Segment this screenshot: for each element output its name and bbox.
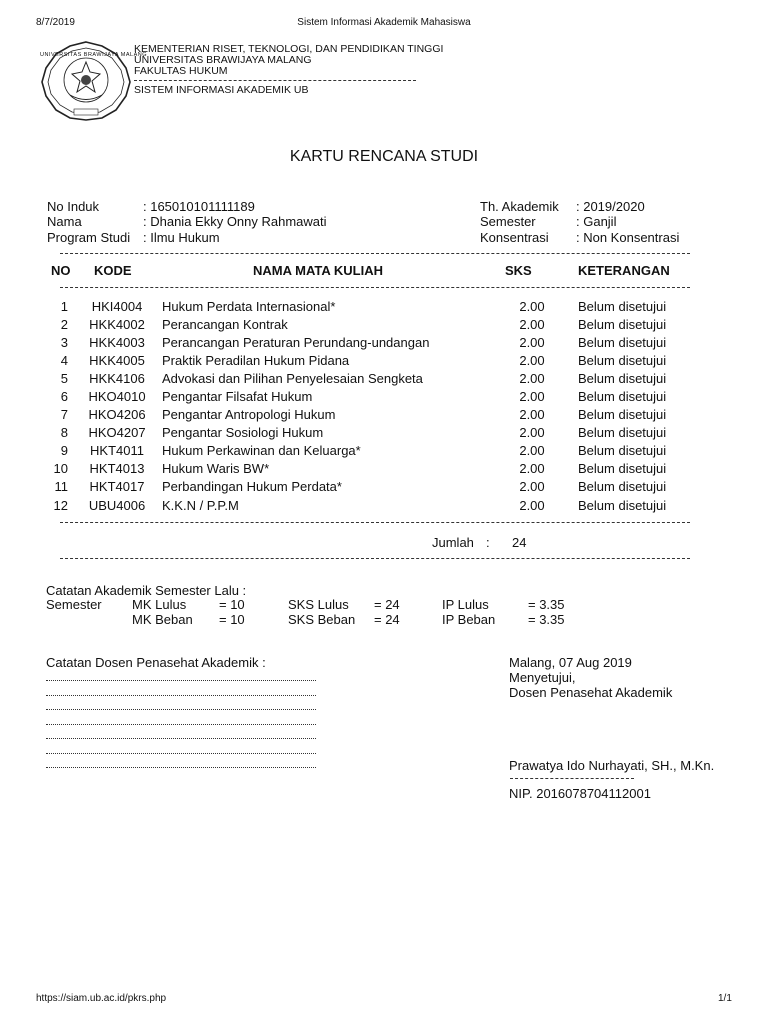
table-row [40, 424, 666, 442]
mk-beban-value: = 10 [219, 612, 245, 627]
note-line [46, 767, 316, 768]
nama-label: Nama [47, 214, 82, 229]
no-induk-label: No Induk [47, 199, 100, 214]
catatan-dosen-title: Catatan Dosen Penasehat Akademik : [46, 655, 266, 670]
table-row [40, 297, 666, 315]
note-line [46, 753, 316, 754]
page-title: KARTU RENCANA STUDI [289, 148, 479, 165]
course-status: Belum disetujui [578, 443, 667, 459]
row-number: 6 [60, 389, 68, 405]
mk-lulus-value: = 10 [219, 597, 245, 612]
course-status: Belum disetujui [578, 497, 667, 513]
course-status: Belum disetujui [578, 370, 667, 386]
signature-nip: NIP. 2016078704112001 [509, 786, 651, 801]
header-keterangan: KETERANGAN [578, 263, 670, 278]
signature-approved: Menyetujui, [509, 670, 576, 685]
course-code: HKO4010 [88, 389, 146, 405]
course-status: Belum disetujui [578, 334, 667, 350]
note-line [46, 680, 316, 681]
course-name: Perancangan Kontrak [162, 316, 288, 332]
ip-lulus-label: IP Lulus [442, 597, 489, 612]
nama-value: : Dhania Ekky Onny Rahmawati [143, 214, 327, 229]
table-row [40, 496, 666, 514]
row-number: 7 [60, 407, 68, 423]
row-number: 8 [60, 425, 68, 441]
jumlah-label: Jumlah [432, 535, 474, 550]
table-row [40, 442, 666, 460]
note-line [46, 738, 316, 739]
sks-beban-value: = 24 [374, 612, 400, 627]
sks-lulus-label: SKS Lulus [288, 597, 349, 612]
row-number: 2 [60, 316, 68, 332]
course-status: Belum disetujui [578, 407, 667, 423]
signature-place-date: Malang, 07 Aug 2019 [509, 655, 632, 670]
course-sks: 2.00 [519, 389, 545, 405]
institution-divider [134, 80, 416, 81]
course-code: HKK4005 [89, 352, 145, 368]
course-sks: 2.00 [519, 425, 545, 441]
divider [60, 558, 690, 559]
table-row [40, 460, 666, 478]
course-sks: 2.00 [519, 497, 545, 513]
course-sks: 2.00 [519, 479, 545, 495]
table-row [40, 369, 666, 387]
ip-beban-value: = 3.35 [528, 612, 565, 627]
institution-faculty: FAKULTAS HUKUM [134, 65, 228, 77]
note-line [46, 709, 316, 710]
seal-text: UNIVERSITAS BRAWIJAYA MALANG [40, 52, 148, 58]
row-number: 9 [60, 443, 68, 459]
sks-lulus-value: = 24 [374, 597, 400, 612]
course-name: Pengantar Antropologi Hukum [162, 407, 336, 423]
prodi-value: : Ilmu Hukum [143, 230, 220, 245]
course-code: HKK4002 [89, 316, 145, 332]
ip-lulus-value: = 3.35 [528, 597, 565, 612]
institution-system: SISTEM INFORMASI AKADEMIK UB [134, 84, 309, 96]
divider [60, 287, 690, 288]
print-page-number: 1/1 [718, 993, 732, 1004]
row-number: 5 [60, 370, 68, 386]
row-number: 10 [53, 461, 68, 477]
signature-role: Dosen Penasehat Akademik [509, 685, 673, 700]
note-line [46, 724, 316, 725]
institution-university: UNIVERSITAS BRAWIJAYA MALANG [134, 54, 312, 66]
row-number: 11 [54, 479, 68, 495]
prodi-label: Program Studi [47, 230, 131, 245]
row-number: 3 [60, 334, 68, 350]
institution-ministry: KEMENTERIAN RISET, TEKNOLOGI, DAN PENDIDIKAN TINGGI [134, 43, 444, 55]
header-no: NO [51, 263, 71, 278]
divider [60, 253, 690, 254]
konsentrasi-label: Konsentrasi [480, 230, 549, 245]
course-code: HKT4011 [90, 443, 144, 459]
course-status: Belum disetujui [578, 461, 667, 477]
course-code: HKT4017 [89, 479, 145, 495]
sks-beban-label: SKS Beban [288, 612, 356, 627]
course-status: Belum disetujui [578, 425, 667, 441]
course-name: Advokasi dan Pilihan Penyelesaian Sengketa [162, 370, 423, 386]
course-code: HKK4003 [89, 334, 145, 350]
course-table [40, 297, 666, 514]
header-nama: NAMA MATA KULIAH [253, 263, 383, 278]
table-row [40, 315, 666, 333]
course-sks: 2.00 [519, 334, 545, 350]
course-name: Perancangan Peraturan Perundang-undangan [162, 334, 430, 350]
course-name: Praktik Peradilan Hukum Pidana [162, 352, 350, 368]
course-sks: 2.00 [519, 298, 545, 314]
divider [60, 522, 690, 523]
table-row [40, 387, 666, 405]
mk-lulus-label: MK Lulus [132, 597, 187, 612]
course-status: Belum disetujui [578, 389, 667, 405]
konsentrasi-value: : Non Konsentrasi [576, 230, 680, 245]
table-row [40, 333, 666, 351]
semester-label: Semester [480, 214, 536, 229]
table-row [40, 351, 666, 369]
note-line [46, 695, 316, 696]
course-sks: 2.00 [519, 443, 545, 459]
header-kode: KODE [94, 263, 132, 278]
no-induk-value: : 165010101111189 [143, 199, 255, 214]
course-name: Hukum Waris BW* [162, 461, 270, 477]
catatan-akademik-title: Catatan Akademik Semester Lalu : [46, 583, 247, 598]
th-akademik-label: Th. Akademik [480, 199, 559, 214]
print-title: Sistem Informasi Akademik Mahasiswa [297, 17, 471, 28]
row-number: 12 [53, 497, 68, 513]
course-status: Belum disetujui [578, 479, 667, 495]
course-code: HKK4106 [89, 370, 145, 386]
course-code: HKO4207 [88, 425, 146, 441]
course-code: HKO4206 [88, 407, 146, 423]
table-row [40, 478, 666, 496]
course-name: K.K.N / P.P.M [162, 497, 239, 513]
catatan-semester-label: Semester [46, 597, 102, 612]
mk-beban-label: MK Beban [132, 612, 193, 627]
university-seal [40, 40, 148, 122]
course-name: Pengantar Sosiologi Hukum [162, 425, 324, 441]
semester-value: : Ganjil [576, 214, 617, 229]
row-number: 4 [60, 352, 68, 368]
course-code: UBU4006 [88, 497, 146, 513]
course-name: Hukum Perkawinan dan Keluarga* [162, 443, 361, 459]
ip-beban-label: IP Beban [442, 612, 496, 627]
jumlah-separator: : [486, 535, 490, 550]
course-code: HKT4013 [89, 461, 145, 477]
course-status: Belum disetujui [578, 298, 667, 314]
course-sks: 2.00 [519, 352, 545, 368]
course-name: Pengantar Filsafat Hukum [162, 389, 313, 405]
jumlah-value: 24 [512, 535, 527, 550]
th-akademik-value: : 2019/2020 [576, 199, 645, 214]
course-name: Hukum Perdata Internasional* [162, 298, 336, 314]
header-sks: SKS [505, 263, 532, 278]
course-sks: 2.00 [519, 461, 545, 477]
row-number: 1 [60, 298, 68, 314]
print-url: https://siam.ub.ac.id/pkrs.php [36, 993, 167, 1004]
course-name: Perbandingan Hukum Perdata* [162, 479, 342, 495]
signature-line [510, 778, 634, 779]
course-status: Belum disetujui [578, 316, 667, 332]
course-status: Belum disetujui [578, 352, 667, 368]
course-code: HKI4004 [91, 298, 143, 314]
course-sks: 2.00 [519, 316, 545, 332]
print-date: 8/7/2019 [36, 17, 75, 28]
course-sks: 2.00 [519, 370, 545, 386]
table-row [40, 406, 666, 424]
course-sks: 2.00 [519, 407, 545, 423]
signature-name: Prawatya Ido Nurhayati, SH., M.Kn. [509, 758, 715, 773]
